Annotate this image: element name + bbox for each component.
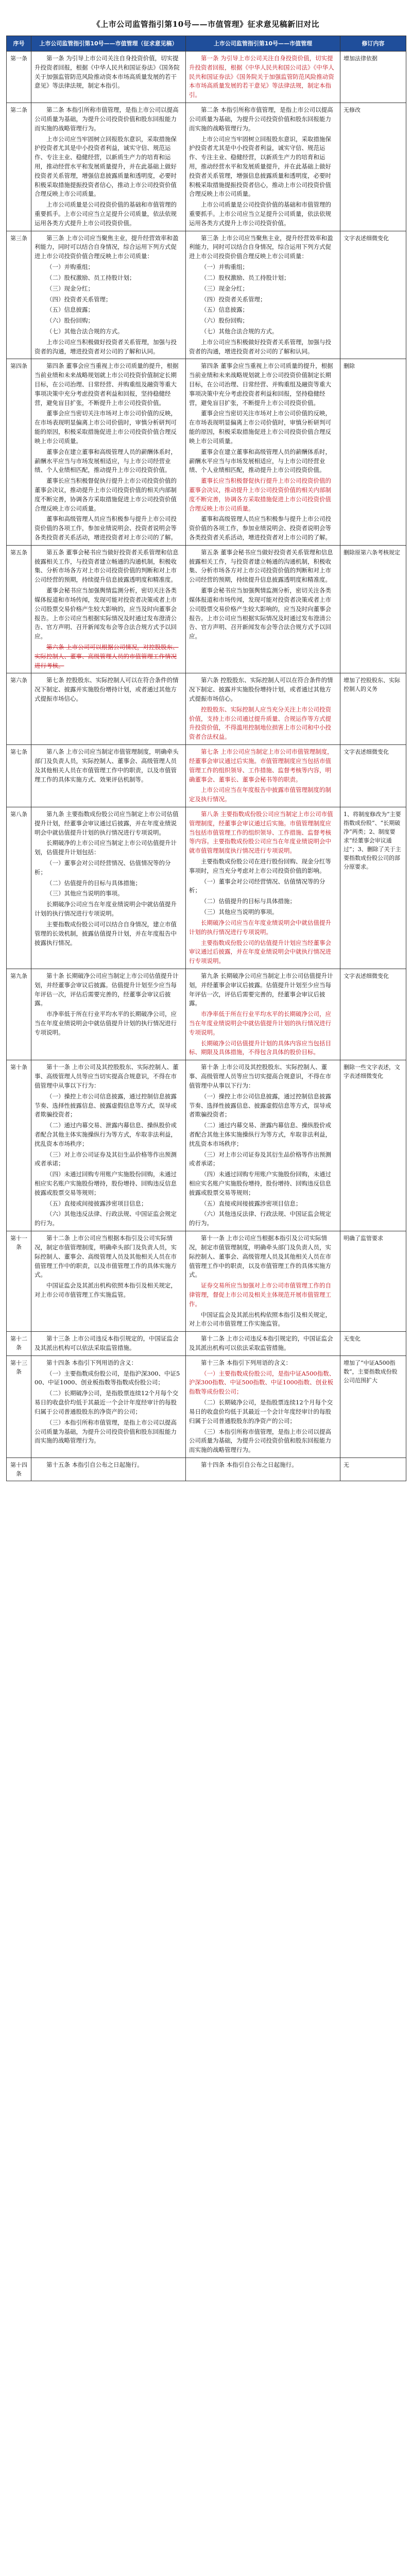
old-paragraph: 董事会秘书应当加强舆情监测分析，密切关注各类媒体报道和市场传闻，发现可能对投资者决策或者上市公司股票交易价格产生较大影响的，应当及时向董事会报告。上市公司应当根据实际情况及时通过发布澄清公告、官方声明、召开新闻发布会等合法合规方式予以回应。 bbox=[35, 587, 177, 640]
new-paragraph: 第十条 上市公司及其控股股东、实际控制人、董事、高级管理人员等应当切实提高合规意识，不得在市值管理中从事以下行为： bbox=[189, 1063, 331, 1089]
old-text-cell bbox=[31, 231, 186, 359]
new-text-cell bbox=[186, 969, 340, 1060]
header-note: 修订内容 bbox=[340, 36, 406, 52]
table-row bbox=[7, 969, 406, 1060]
new-paragraph: （六）其他违反法律、行政法规、中国证监会规定的行为。 bbox=[189, 1210, 331, 1227]
old-text-cell bbox=[31, 807, 186, 969]
new-paragraph: （二）股权激励、员工持股计划； bbox=[201, 274, 290, 281]
old-text-cell bbox=[31, 545, 186, 673]
new-paragraph: 第八条 主要指数成份股公司应当制定上市公司市值管理制度，经董事会审议通过后实施。市值管理制度应当包括市值管理工作的组织领导、工作措施、监督考核等内容。主要指数成份股公司应当在年度业绩说明会中就市值管理制度执行情况进行专项说明。 bbox=[189, 810, 333, 855]
old-paragraph: 上市公司应当积极做好投资者关系管理，加强与投资者的沟通，增进投资者对公司的了解和认同。 bbox=[35, 338, 177, 355]
old-paragraph: 市净率低于所在行业平均水平的长期破净公司，应当在年度业绩说明会中就估值提升计划的执行情况进行专项说明。 bbox=[35, 1010, 177, 1036]
old-paragraph: （二）股权激励、员工持股计划； bbox=[46, 274, 135, 281]
old-paragraph: （二）通过内幕交易、泄露内幕信息、操纵股价或者配合其他主体实施操纵行为等方式，牟取非法利益，扰乱资本市场秩序； bbox=[35, 1122, 177, 1147]
new-text-cell bbox=[186, 52, 340, 103]
row-seq-cell: 第一条 bbox=[7, 52, 31, 103]
comparison-table bbox=[6, 36, 406, 1481]
new-text-cell bbox=[186, 1332, 340, 1356]
new-paragraph: 上市公司应当在年度报告中披露市值管理制度的制定及执行情况。 bbox=[189, 786, 331, 803]
row-note-cell: 无修改 bbox=[340, 103, 406, 231]
old-paragraph: 第五条 董事会秘书应当做好投资者关系管理和信息披露相关工作，与投资者建立畅通的沟通机制，积极收集、分析市场各方对上市公司投资价值的判断和对上市公司经营的预期，持续提升信息披露透明度和精准度。 bbox=[35, 548, 179, 584]
row-note-cell: 文字表述细微变化 bbox=[340, 231, 406, 359]
new-paragraph: 上市公司应当积极做好投资者关系管理，加强与投资者的沟通，增进投资者对公司的了解和认同。 bbox=[189, 338, 331, 355]
new-text-cell bbox=[186, 807, 340, 969]
row-note-cell: 增加了控股股东、实际控制人的义务 bbox=[340, 673, 406, 745]
new-paragraph: （五）信息披露； bbox=[201, 306, 248, 314]
row-note-cell: 删除一些文字表述，文字表述细微变化 bbox=[340, 1060, 406, 1231]
old-paragraph: （三）其他应当说明的事项。 bbox=[46, 890, 124, 897]
row-seq-cell: 第七条 bbox=[7, 745, 31, 807]
row-seq-cell: 第十条 bbox=[7, 1060, 31, 1231]
row-seq-cell: 第二条 bbox=[7, 103, 31, 231]
header-new: 上市公司监管指引第10号——市值管理 bbox=[186, 36, 340, 52]
table-row bbox=[7, 1231, 406, 1332]
new-paragraph: 上市公司应当牢固树立回报股东意识，采取措施保护投资者尤其是中小投资者利益，诚实守信、规范运作、专注主业、稳健经营，以新质生产力的培育和运用，推动经营水平和发展质量提升，并在此基础上做好投资者关系管理，增强信息披露质量和透明度，必要时积极采取措施提振投资者信心，推动上市公司投资价值合理反映上市公司质量。 bbox=[189, 135, 331, 198]
new-paragraph: （一）并购重组； bbox=[201, 263, 248, 271]
row-seq-cell: 第六条 bbox=[7, 673, 31, 745]
new-text-cell bbox=[186, 673, 340, 745]
row-note-cell: 增加法律依据 bbox=[340, 52, 406, 103]
old-paragraph: （五）直接或间接披露涉密项目信息； bbox=[46, 1199, 147, 1207]
new-text-cell bbox=[186, 359, 340, 545]
header-old: 上市公司监管指引第10号——市值管理（征求意见稿） bbox=[31, 36, 186, 52]
new-text-cell bbox=[186, 745, 340, 807]
new-paragraph: 主要指数成份股公司在进行股份回购、现金分红等事项时，应当充分考虑对上市公司投资价值的影响。 bbox=[189, 858, 331, 874]
new-paragraph: （一）主要指数成份股公司，是指中证A500指数、沪深300指数、中证500指数、中证1000指数、创业板指数等成份股公司； bbox=[189, 1369, 335, 1396]
new-paragraph: （六）股份回购； bbox=[201, 317, 248, 325]
row-seq-cell: 第五条 bbox=[7, 545, 31, 673]
old-paragraph: （一）主要指数成份股公司，是指沪深300、中证500、中证1000、创业板指数等指数成份股公司； bbox=[35, 1369, 180, 1386]
old-text-cell bbox=[31, 1458, 186, 1481]
new-paragraph: （二）长期破净公司，是指股票连续12个月每个交易日的收盘价均低于其最近一个会计年度经审计的每股归属于公司普通股股东的净资产的公司； bbox=[189, 1399, 333, 1425]
new-text-cell bbox=[186, 545, 340, 673]
new-paragraph: 证券交易所应当加强对上市公司市值管理工作的自律管理，督促上市公司及相关主体规范开展市值管理工作。 bbox=[189, 1282, 331, 1308]
old-paragraph: （五）信息披露； bbox=[46, 306, 94, 314]
old-paragraph: （三）现金分红； bbox=[46, 284, 94, 292]
new-paragraph: 上市公司质量是公司投资价值的基础和市值管理的重要抓手。上市公司应当立足提升公司质量，依法依规运用各类方式提升上市公司投资价值。 bbox=[189, 201, 331, 227]
new-paragraph: （五）直接或间接披露涉密项目信息； bbox=[201, 1199, 302, 1207]
new-paragraph: 长期破净公司应当在年度业绩说明会中就估值提升计划的执行情况进行专项说明。 bbox=[189, 919, 331, 936]
old-paragraph: （一）董事会对公司经营情况、估值情况等的分析； bbox=[35, 859, 171, 876]
old-paragraph: 主要指数成份股公司可以结合自身情况，建立市值管理的长效机制，披露估值提升计划，并在年度报告中披露执行情况。 bbox=[35, 920, 177, 946]
row-note-cell: 无 bbox=[340, 1458, 406, 1481]
new-text-cell bbox=[186, 1458, 340, 1481]
old-paragraph: 第十条 长期破净公司应当制定上市公司估值提升计划，并经董事会审议后披露。估值提升计划至少应当每年评估一次，评估后需要完善的，经董事会审议后披露。 bbox=[35, 972, 179, 1007]
table-header bbox=[7, 36, 406, 52]
new-paragraph: 第一条 为引导上市公司关注自身投资价值，切实提升投资者回报，根据《中华人民共和国公司法》《中华人民共和国证券法》《国务院关于加强监管防范风险推动资本市场高质量发展的若干意见》等法律法规，制定本指引。 bbox=[189, 55, 334, 99]
new-paragraph: （一）操控上市公司信息披露，通过控制信息披露节奏、选择性披露信息、披露虚假信息等方式，误导或者欺骗投资者； bbox=[189, 1092, 331, 1118]
new-paragraph: （三）对上市公司证券及其衍生品价格等作出预测或者承诺； bbox=[189, 1150, 331, 1167]
table-body bbox=[7, 52, 406, 1481]
old-paragraph: 董事会在建立董事和高级管理人员的薪酬体系时，薪酬水平应当与市场发展相适应，与上市公司经营业绩、个人业绩相匹配，推动提升上市公司投资价值。 bbox=[35, 448, 177, 474]
header-seq: 序号 bbox=[7, 36, 31, 52]
table-row bbox=[7, 231, 406, 359]
old-paragraph: 上市公司应当牢固树立回报股东意识，采取措施保护投资者尤其是中小投资者利益，诚实守信、规范运作、专注主业、稳健经营，以新质生产力的培育和运用，推动经营水平和发展质量提升，并在此基础上做好投资者关系管理，增强信息披露质量和透明度，必要时积极采取措施提振投资者信心，推动上市公司投资价值合理反映上市公司质量。 bbox=[35, 135, 177, 198]
new-paragraph: （四）投资者关系管理； bbox=[201, 295, 266, 303]
row-note-cell: 明确了监管要求 bbox=[340, 1231, 406, 1332]
old-paragraph: （六）其他违反法律、行政法规、中国证监会规定的行为。 bbox=[35, 1210, 177, 1227]
old-paragraph: 第十三条 上市公司违反本指引规定的，中国证监会及其派出机构可以依法采取监管措施。 bbox=[35, 1335, 179, 1352]
table-row bbox=[7, 1355, 406, 1458]
new-paragraph: 董事会应当密切关注市场对上市公司价值的反映，在市场表现明显偏离上市公司价值时，审慎分析研判可能的原因，积极采取措施促进上市公司投资价值合理反映上市公司质量。 bbox=[189, 410, 331, 445]
old-paragraph: 第十五条 本指引自公布之日起施行。 bbox=[46, 1461, 143, 1468]
old-paragraph: 第九条 主要指数成份股公司应当制定上市公司估值提升计划，经董事会审议通过后披露，并在年度业绩说明会中就估值提升计划的执行情况进行专项说明。 bbox=[35, 810, 179, 836]
new-paragraph: 董事长应当积极督促执行提升上市公司投资价值的董事会决议，推动提升上市公司投资价值的相关内部制度不断完善，协调各方采取措施促进上市公司投资价值合理反映上市公司质量。 bbox=[189, 477, 331, 512]
new-paragraph: （四）未通过回购专用账户实施股份回购，未通过相应实名账户实施股份增持，股份增持、回购违反信息披露或股票交易等规则； bbox=[189, 1171, 331, 1196]
old-text-cell bbox=[31, 1231, 186, 1332]
new-paragraph: （三）本指引所称市值管理，是指上市公司以提高公司质量为基础，为提升公司投资价值和股东回报能力而实施的战略管理行为。 bbox=[189, 1428, 331, 1454]
old-paragraph: 长期破净公司应当在年度业绩说明会中就估值提升计划的执行情况进行专项说明。 bbox=[35, 901, 177, 918]
old-paragraph: （七）其他合法合规的方式。 bbox=[46, 327, 124, 335]
table-row bbox=[7, 807, 406, 969]
old-paragraph: （三）对上市公司证券及其衍生品价格等作出预测或者承诺； bbox=[35, 1150, 177, 1167]
old-paragraph: （三）本指引所称市值管理，是指上市公司以提高公司质量为基础，为提升公司投资价值和股东回报能力而实施的战略管理行为。 bbox=[35, 1418, 177, 1445]
new-paragraph: （七）其他合法合规的方式。 bbox=[201, 327, 278, 335]
new-paragraph: 第十三条 本指引下列用语的含义： bbox=[201, 1359, 292, 1366]
row-note-cell: 删除 bbox=[340, 359, 406, 545]
new-paragraph: 主要指数成份股公司的估值提升计划应当经董事会审议通过后披露，并在年度业绩说明会中就执行情况进行专项说明。 bbox=[189, 939, 331, 965]
old-text-cell bbox=[31, 52, 186, 103]
new-paragraph: 市净率低于所在行业平均水平的长期破净公司，应当在年度业绩说明会中就估值提升计划的执行情况进行专项说明。 bbox=[189, 1010, 331, 1036]
new-paragraph: 第六条 控股股东、实际控制人可以在符合条件的情况下制定、披露并实施股份增持计划，或者通过其他方式提振市场信心。 bbox=[189, 676, 333, 703]
new-paragraph: 第九条 长期破净公司应当制定上市公司估值提升计划，并经董事会审议后披露。估值提升计划至少应当每年评估一次，评估后需要完善的，经董事会审议后披露。 bbox=[189, 972, 333, 1007]
new-paragraph: 第三条 上市公司应当聚焦主业，提升经营效率和盈利能力，同时可以结合自身情况，综合运用下列方式促进上市公司投资价值合理反映上市公司质量： bbox=[189, 234, 333, 260]
old-paragraph: 第十四条 本指引下列用语的含义： bbox=[46, 1359, 138, 1366]
row-seq-cell: 第十一条 bbox=[7, 1231, 31, 1332]
old-paragraph: 第十二条 上市公司应当根据本指引及公司实际情况，制定市值管理制度，明确牵头部门及负责人员，实际控制人、董事会、高级管理人员及其他相关人员在市值管理工作中的职责，以及市值管理工作的具体实施方式。 bbox=[35, 1234, 177, 1279]
old-paragraph: （二）长期破净公司，是指股票连续12个月每个交易日的收盘价均低于其最近一个会计年度经审计的每股归属于公司普通股股东的净资产的公司； bbox=[35, 1389, 179, 1415]
table-row bbox=[7, 103, 406, 231]
old-paragraph: 董事会应当密切关注市场对上市公司价值的反映，在市场表现明显偏离上市公司价值时，审慎分析研判可能的原因，积极采取措施促进上市公司投资价值合理反映上市公司质量。 bbox=[35, 410, 177, 445]
old-text-cell bbox=[31, 1060, 186, 1231]
old-paragraph: （一）并购重组； bbox=[46, 263, 94, 271]
new-paragraph: 长期破净公司估值提升计划的具体内容应当包括目标、期限及具体措施，不得包含具体的股价目标。 bbox=[189, 1039, 331, 1056]
document-title: 《上市公司监管指引第10号——市值管理》征求意见稿新旧对比 bbox=[92, 20, 320, 29]
row-seq-cell: 第三条 bbox=[7, 231, 31, 359]
old-paragraph: 第七条 控股股东、实际控制人可以在符合条件的情况下制定、披露并实施股份增持计划，或者通过其他方式提振市场信心。 bbox=[35, 676, 179, 703]
old-paragraph: 第三条 上市公司应当聚焦主业，提升经营效率和盈利能力，同时可以结合自身情况，综合运用下列方式促进上市公司投资价值合理反映上市公司质量： bbox=[35, 234, 179, 260]
row-seq-cell: 第十二条 bbox=[7, 1332, 31, 1356]
new-paragraph: 第二条 本指引所称市值管理，是指上市公司以提高公司质量为基础，为提升公司投资价值和股东回报能力而实施的战略管理行为。 bbox=[189, 106, 333, 132]
row-seq-cell: 第十三条 bbox=[7, 1355, 31, 1458]
old-text-cell bbox=[31, 1355, 186, 1458]
old-paragraph: 上市公司质量是公司投资价值的基础和市值管理的重要抓手。上市公司应当立足提升公司质量，依法依规运用各类方式提升上市公司投资价值。 bbox=[35, 201, 177, 227]
old-text-cell bbox=[31, 1332, 186, 1356]
row-note-cell: 1、将制度修改为“主要指数成份股”、“长期破净”两类；2、制度要求“经董事会审议通过”；3、删除了关于主要指数成份股公司的部分原要求。 bbox=[340, 807, 406, 969]
old-paragraph: （四）投资者关系管理； bbox=[46, 295, 112, 303]
row-note-cell: 增加了“中证A500指数”，主要指数成份股公司范围扩大 bbox=[340, 1355, 406, 1458]
new-text-cell bbox=[186, 103, 340, 231]
new-text-cell bbox=[186, 231, 340, 359]
row-seq-cell: 第十四条 bbox=[7, 1458, 31, 1481]
old-paragraph: 董事长应当积极督促执行提升上市公司投资价值的董事会决议，推动提升上市公司投资价值的相关内部制度不断完善，协调各方采取措施促进上市公司投资价值合理反映上市公司质量。 bbox=[35, 477, 177, 512]
old-paragraph: （四）未通过回购专用账户实施股份回购，未通过相应实名账户实施股份增持，股份增持、回购违反信息披露或股票交易等规则； bbox=[35, 1171, 177, 1196]
new-paragraph: 中国证监会及其派出机构依照本指引及相关规定，对上市公司市值管理工作实施监管。 bbox=[189, 1311, 331, 1328]
old-text-cell bbox=[31, 745, 186, 807]
new-paragraph: 第四条 董事会应当重视上市公司质量的提升，根据当前业绩和未来战略规划就上市公司投资价值制定长期目标，在公司治理、日常经营、并购重组及融资等重大事项决策中充分考虑投资者利益和回报，坚持稳健经营，避免盲目扩张，不断提升上市公司投资价值。 bbox=[189, 362, 333, 406]
table-row bbox=[7, 52, 406, 103]
row-note-cell: 文字表述细微变化 bbox=[340, 969, 406, 1060]
header-row bbox=[7, 36, 406, 52]
new-paragraph: 董事会在建立董事和高级管理人员的薪酬体系时，薪酬水平应当与市场发展相适应，与上市公司经营业绩、个人业绩相匹配，推动提升上市公司投资价值。 bbox=[189, 448, 331, 474]
table-row bbox=[7, 1332, 406, 1356]
new-paragraph: 董事会秘书应当加强舆情监测分析，密切关注各类媒体报道和市场传闻，发现可能对投资者决策或者上市公司股票交易价格产生较大影响的，应当及时向董事会报告。上市公司应当根据实际情况及时通过发布澄清公告、官方声明、召开新闻发布会等合法合规方式予以回应。 bbox=[189, 587, 331, 640]
old-paragraph: （二）估值提升的目标与具体措施； bbox=[46, 879, 141, 887]
old-text-cell bbox=[31, 103, 186, 231]
old-paragraph: 第六条 上市公司可以根据公司情况，对控股股东、实际控制人、董事、高级管理人员的市值管理工作情况进行考核。 bbox=[35, 643, 179, 669]
new-paragraph: 第十二条 上市公司违反本指引规定的，中国证监会及其派出机构可以依法采取监管措施。 bbox=[189, 1335, 333, 1352]
table-row bbox=[7, 1060, 406, 1231]
new-paragraph: （二）估值提升的目标与具体措施； bbox=[201, 897, 296, 905]
new-paragraph: 第十一条 上市公司应当根据本指引及公司实际情况，制定市值管理制度，明确牵头部门及负责人员，实际控制人、董事会、高级管理人员及其他相关人员在市值管理工作中的职责，以及市值管理工作的具体实施方式。 bbox=[189, 1234, 331, 1279]
new-paragraph: 第五条 董事会秘书应当做好投资者关系管理和信息披露相关工作，与投资者建立畅通的沟通机制，积极收集、分析市场各方对上市公司投资价值的判断和对上市公司经营的预期，持续提升信息披露透明度和精准度。 bbox=[189, 548, 333, 584]
new-paragraph: 董事和高级管理人员应当积极参与提升上市公司投资价值的各项工作，参加业绩说明会、投资者说明会等各类投资者关系活动，增进投资者对上市公司的了解。 bbox=[189, 515, 331, 541]
table-row bbox=[7, 673, 406, 745]
row-seq-cell: 第四条 bbox=[7, 359, 31, 545]
row-seq-cell: 第九条 bbox=[7, 969, 31, 1060]
new-paragraph: （三）其他应当说明的事项。 bbox=[201, 908, 278, 916]
old-text-cell bbox=[31, 673, 186, 745]
new-text-cell bbox=[186, 1060, 340, 1231]
new-paragraph: （二）通过内幕交易、泄露内幕信息、操纵股价或者配合其他主体实施操纵行为等方式，牟取非法利益，扰乱资本市场秩序； bbox=[189, 1122, 331, 1147]
new-paragraph: （一）董事会对公司经营情况、估值情况等的分析； bbox=[189, 877, 325, 894]
old-paragraph: 第四条 董事会应当重视上市公司质量的提升，根据当前业绩和未来战略规划就上市公司投资价值制定长期目标，在公司治理、日常经营、并购重组及融资等重大事项决策中充分考虑投资者利益和回报，坚持稳健经营，避免盲目扩张，不断提升上市公司投资价值。 bbox=[35, 362, 179, 406]
old-paragraph: 董事和高级管理人员应当积极参与提升上市公司投资价值的各项工作，参加业绩说明会、投资者说明会等各类投资者关系活动，增进投资者对上市公司的了解。 bbox=[35, 515, 177, 541]
table-row bbox=[7, 545, 406, 673]
table-row bbox=[7, 359, 406, 545]
row-seq-cell: 第八条 bbox=[7, 807, 31, 969]
table-row bbox=[7, 1458, 406, 1481]
new-paragraph: 第七条 上市公司应当制定上市公司市值管理制度，经董事会审议通过后实施。市值管理制度应当包括市值管理工作的组织领导、工作措施、监督考核等内容，明确董事会、董事长、董事会秘书等的职责。 bbox=[189, 748, 333, 783]
new-paragraph: 第十四条 本指引自公布之日起施行。 bbox=[201, 1461, 298, 1468]
new-paragraph: （三）现金分红； bbox=[201, 284, 248, 292]
old-paragraph: 长期破净的上市公司应当制定上市公司估值提升计划，估值提升计划包括： bbox=[35, 839, 177, 856]
old-paragraph: 中国证监会及其派出机构依照本指引及相关规定，对上市公司市值管理工作实施监管。 bbox=[35, 1282, 177, 1298]
row-note-cell: 删除原第六条考核规定 bbox=[340, 545, 406, 673]
old-paragraph: （六）股份回购； bbox=[46, 317, 94, 325]
old-paragraph: 第二条 本指引所称市值管理，是指上市公司以提高公司质量为基础，为提升公司投资价值和股东回报能力而实施的战略管理行为。 bbox=[35, 106, 179, 132]
old-paragraph: 第十一条 上市公司及其控股股东、实际控制人、董事、高级管理人员等应当切实提高合规意识，不得在市值管理中从事以下行为： bbox=[35, 1063, 179, 1089]
row-note-cell: 无变化 bbox=[340, 1332, 406, 1356]
table-row bbox=[7, 745, 406, 807]
row-note-cell: 文字表述细微变化 bbox=[340, 745, 406, 807]
old-text-cell bbox=[31, 359, 186, 545]
new-paragraph: 控股股东、实际控制人应当充分关注上市公司投资价值，支持上市公司通过提升质量、合规运作等方式提升投资价值，不得滥用控制地位损害上市公司和中小投资者合法权益。 bbox=[189, 705, 331, 741]
new-text-cell bbox=[186, 1355, 340, 1458]
old-text-cell bbox=[31, 969, 186, 1060]
old-paragraph: （一）操控上市公司信息披露，通过控制信息披露节奏、选择性披露信息、披露虚假信息等方式，误导或者欺骗投资者； bbox=[35, 1092, 177, 1118]
new-text-cell bbox=[186, 1231, 340, 1332]
old-paragraph: 第一条 为引导上市公司关注自身投资价值，切实提升投资者回报，根据《中华人民共和国证券法》《国务院关于加强监管防范风险推动资本市场高质量发展的若干意见》等法律法规，制定本指引。 bbox=[35, 55, 180, 90]
old-paragraph: 第八条 上市公司应当制定市值管理制度，明确牵头部门及负责人员，实际控制人、董事会、高级管理人员及其他相关人员在市值管理工作中的职责，以及市值管理工作的具体实施方式、效果评估机制等。 bbox=[35, 748, 179, 783]
